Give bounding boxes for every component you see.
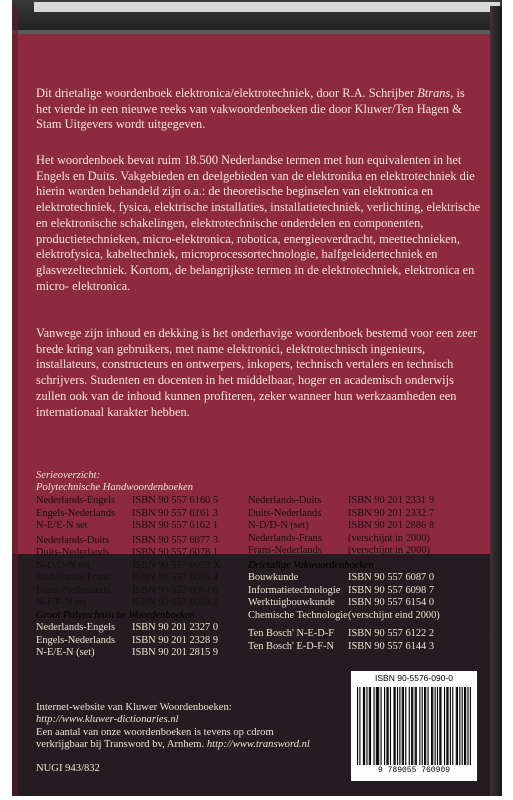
intro-paragraph-2: Het woordenboek bevat ruim 18.500 Nederlandse termen met hun equivalenten in het Engels en Duits. Vakgebieden en deelgebieden van de elektronika en elektrotechniek die hierin worden behandeld zijn o.a.: de theoretische beginselen van elektronica en elektrotechniek, fysica, elektrische installaties, installatietechniek, verlichting, elektrische en elektronische schakelingen, elektrotechnische onderdelen en componenten, productietechnieken, micro-elektronica, robotica, energieoverdracht, meettechnieken, elektrofysica, kabeltechniek, microprocessortechnologie, halfgeleidertechniek en glasvezeltechniek. Kortom, de belangrijkste termen in de elektrotechniek, elektronica en micro- elektronica. xyxy=(36,153,481,293)
barcode-bar xyxy=(363,687,364,765)
series-item-isbn: ISBN 90 557 6144 3 xyxy=(348,640,435,652)
barcode-bar xyxy=(415,687,416,765)
barcode-bar xyxy=(393,687,394,765)
series-item-isbn: (verschijnt in 2000) xyxy=(348,545,430,556)
series-item-label: Bouwkunde xyxy=(248,572,299,583)
series-item-isbn: (verschijnt in 2000) xyxy=(348,532,430,544)
groot-row xyxy=(36,647,246,660)
series-item-isbn: ISBN 90 201 2886 8 xyxy=(348,520,435,531)
vak-row xyxy=(248,572,478,585)
series-row xyxy=(248,533,478,546)
groot-row xyxy=(36,622,246,635)
series-column-right xyxy=(248,495,478,653)
series-item-label: Informatietechnologie xyxy=(248,584,341,596)
series-item-label: Nederlands-Engels xyxy=(36,495,116,506)
barcode-bar xyxy=(419,687,420,765)
vak-row xyxy=(248,597,478,610)
series-item-isbn: ISBN 90 201 2328 9 xyxy=(132,634,219,646)
barcode-bar xyxy=(390,687,391,765)
vak-series-title: Drietalige Vakwoordenboeken xyxy=(248,559,374,571)
series-item-isbn: ISBN 90 557 6086 2 xyxy=(132,597,219,608)
barcode-bar xyxy=(357,687,358,765)
series-column-left xyxy=(36,495,246,660)
page-edge xyxy=(34,2,500,12)
series-item-isbn: ISBN 90 557 6078 1 xyxy=(132,547,219,558)
series-row xyxy=(248,495,478,508)
barcode-bar xyxy=(467,687,468,765)
series-item-label: N-E/E-N set xyxy=(36,520,88,531)
barcode-number: 9 789055 760909 xyxy=(377,766,450,775)
series-row xyxy=(36,547,246,560)
series-row xyxy=(36,535,246,548)
series-header xyxy=(36,470,476,495)
series-row xyxy=(36,560,246,573)
series-item-label: Chemische Technologie xyxy=(248,609,348,621)
barcode-bar xyxy=(456,687,457,765)
barcode-bar xyxy=(359,687,360,765)
barcode-bar xyxy=(388,687,389,765)
groot-series-title: Groot Polytechnische Woordenboeken xyxy=(36,609,195,621)
series-item-label: Nederlands-Frans xyxy=(36,572,110,583)
series-row xyxy=(36,572,246,585)
series-item-isbn: ISBN 90 557 6098 7 xyxy=(348,584,435,596)
barcode-bar xyxy=(416,687,417,765)
barcode-bar xyxy=(376,687,377,765)
footer-url-transword[interactable]: http://www.transword.nl xyxy=(206,739,310,751)
barcode-bar xyxy=(446,687,447,765)
series-item-isbn: ISBN 90 557 6162 1 xyxy=(132,520,219,531)
barcode-bar xyxy=(452,687,453,765)
barcode-bar xyxy=(470,687,471,765)
barcode-bar xyxy=(412,687,413,765)
series-title: Serieoverzicht: xyxy=(36,470,101,481)
series-item-isbn: ISBN 90 201 2332 7 xyxy=(348,507,435,519)
author-org-name: Btrans xyxy=(417,86,451,100)
barcode-bar xyxy=(432,687,433,765)
series-row xyxy=(36,508,246,521)
series-item-label: Nederlands-Duits xyxy=(36,534,110,546)
series-item-label: Duits-Nederlands xyxy=(248,507,322,519)
barcode-bar xyxy=(386,687,387,765)
barcode-bar xyxy=(405,687,406,765)
series-item-label: Nederlands-Frans xyxy=(248,532,322,544)
series-item-isbn: ISBN 90 201 2815 9 xyxy=(132,647,219,658)
barcode-bar xyxy=(422,687,423,765)
groot-row xyxy=(36,635,246,648)
series-item-isbn: ISBN 90 557 6079 X xyxy=(132,559,221,571)
series-item-isbn: ISBN 90 557 6160 5 xyxy=(132,495,219,506)
series-item-label: Werktuigbouwkunde xyxy=(248,597,335,608)
barcode-bar xyxy=(369,687,370,765)
footer-transword-text: verkrijgbaar bij Transword bv, Arnhem. xyxy=(36,739,205,751)
series-row xyxy=(36,597,246,610)
right-edge xyxy=(490,6,502,796)
barcode-bar xyxy=(447,687,448,765)
footer-info xyxy=(36,702,346,752)
intro-paragraph-1: Dit drietalige woordenboek elektronica/elektrotechniek, door R.A. Schrijber Btrans, is het vierde in een nieuwe reeks van vakwoordenboeken die door Kluwer/Ten Hagen & Stam Uitgevers wordt uitgegeven. xyxy=(36,86,465,132)
series-item-label: N-E/E-N (set) xyxy=(36,647,95,658)
vak-row xyxy=(248,610,478,623)
barcode-bar xyxy=(465,687,466,765)
barcode-bar xyxy=(378,687,379,765)
series-item-isbn: ISBN 90 557 6084 6 xyxy=(132,584,219,596)
barcode-image xyxy=(357,687,471,765)
series-subtitle: Polytechnische Handwoordenboeken xyxy=(36,482,193,494)
barcode-bar xyxy=(411,687,412,765)
series-item-isbn: ISBN 90 557 6077 3 xyxy=(132,534,219,546)
barcode-bar xyxy=(364,687,365,765)
barcode-bar xyxy=(462,687,463,765)
series-item-isbn: ISBN 90 557 6154 0 xyxy=(348,597,435,608)
series-item-isbn: ISBN 90 557 6085 4 xyxy=(132,572,219,583)
series-item-label: Engels-Nederlands xyxy=(36,507,116,519)
barcode-bar xyxy=(384,687,385,765)
series-item-isbn: (verschijnt eind 2000) xyxy=(348,609,440,621)
isbn-barcode-box xyxy=(351,671,477,781)
series-item-isbn: ISBN 90 201 2331 9 xyxy=(348,495,435,506)
barcode-bar xyxy=(373,687,374,765)
series-item-label: Nederlands-Engels xyxy=(36,622,116,633)
barcode-bar xyxy=(381,687,382,765)
series-item-label: N-D/D-N (set) xyxy=(248,520,309,531)
barcode-bar xyxy=(395,687,396,765)
bosch-row xyxy=(248,628,478,641)
barcode-bar xyxy=(459,687,460,765)
series-item-label: N-D/D-N set xyxy=(36,559,90,571)
series-item-label: Ten Bosch' E-D-F-N xyxy=(248,640,334,652)
barcode-bar xyxy=(437,687,438,765)
footer-line-transword xyxy=(36,739,346,751)
barcode-bar xyxy=(457,687,458,765)
series-item-label: Ten Bosch' N-E-D-F xyxy=(248,628,334,639)
series-row xyxy=(248,508,478,521)
nugi-code: NUGI 943/832 xyxy=(36,763,100,774)
series-row xyxy=(36,520,246,533)
barcode-bar xyxy=(464,687,465,765)
series-item-isbn: ISBN 90 557 6122 2 xyxy=(348,628,435,639)
footer-line-cdrom: Een aantal van onze woordenboeken is tevens op cdrom xyxy=(36,726,274,738)
footer-url-kluwer[interactable]: http://www.kluwer-dictionaries.nl xyxy=(36,714,179,726)
barcode-bar xyxy=(435,687,436,765)
barcode-bar xyxy=(366,687,367,765)
series-row xyxy=(36,585,246,598)
barcode-bar xyxy=(403,687,404,765)
vak-row xyxy=(248,585,478,598)
series-row xyxy=(36,495,246,508)
barcode-bar xyxy=(370,687,371,765)
bosch-row xyxy=(248,641,478,654)
series-item-isbn: ISBN 90 201 2327 0 xyxy=(132,622,219,633)
left-edge xyxy=(12,6,18,796)
series-item-label: Nederlands-Duits xyxy=(248,495,322,506)
isbn-label: ISBN 90-5576-090-0 xyxy=(375,673,453,683)
barcode-bar xyxy=(399,687,400,765)
barcode-bar xyxy=(444,687,445,765)
series-item-label: Frans-Nederlands xyxy=(36,584,110,596)
series-item-label: Engels-Nederlands xyxy=(36,634,116,646)
barcode-bar xyxy=(440,687,441,765)
series-item-label: Frans-Nederlands xyxy=(248,545,322,556)
barcode-bar xyxy=(402,687,403,765)
barcode-bar xyxy=(409,687,410,765)
barcode-bar xyxy=(439,687,440,765)
intro-paragraph-3: Vanwege zijn inhoud en dekking is het onderhavige woordenboek bestemd voor een zeer brede kring van gebruikers, met name elektronici, elektrotechnisch ingenieurs, installateurs, constructeurs en ontwerpers, inkopers, technisch vertalers en technisch schrijvers. Studenten en docenten in het middelbaar, hoger en academisch onderwijs zullen ook van de inhoud kunnen profiteren, zeker wanneer hun werkzaamheden een internationaal karakter hebben. xyxy=(36,326,478,419)
barcode-bar xyxy=(431,687,432,765)
barcode-bar xyxy=(428,687,429,765)
series-row xyxy=(248,545,478,558)
barcode-bar xyxy=(377,687,378,765)
series-item-isbn: ISBN 90 557 6161 3 xyxy=(132,507,219,519)
barcode-bar xyxy=(425,687,426,765)
series-item-label: Duits-Nederlands xyxy=(36,547,110,558)
series-row xyxy=(248,520,478,533)
barcode-bar xyxy=(397,687,398,765)
barcode-bar xyxy=(424,687,425,765)
series-item-label: N-F/F-N set xyxy=(36,597,87,608)
barcode-bar xyxy=(450,687,451,765)
series-item-isbn: ISBN 90 557 6087 0 xyxy=(348,572,435,583)
footer-line-website: Internet-website van Kluwer Woordenboeken: xyxy=(36,702,232,713)
